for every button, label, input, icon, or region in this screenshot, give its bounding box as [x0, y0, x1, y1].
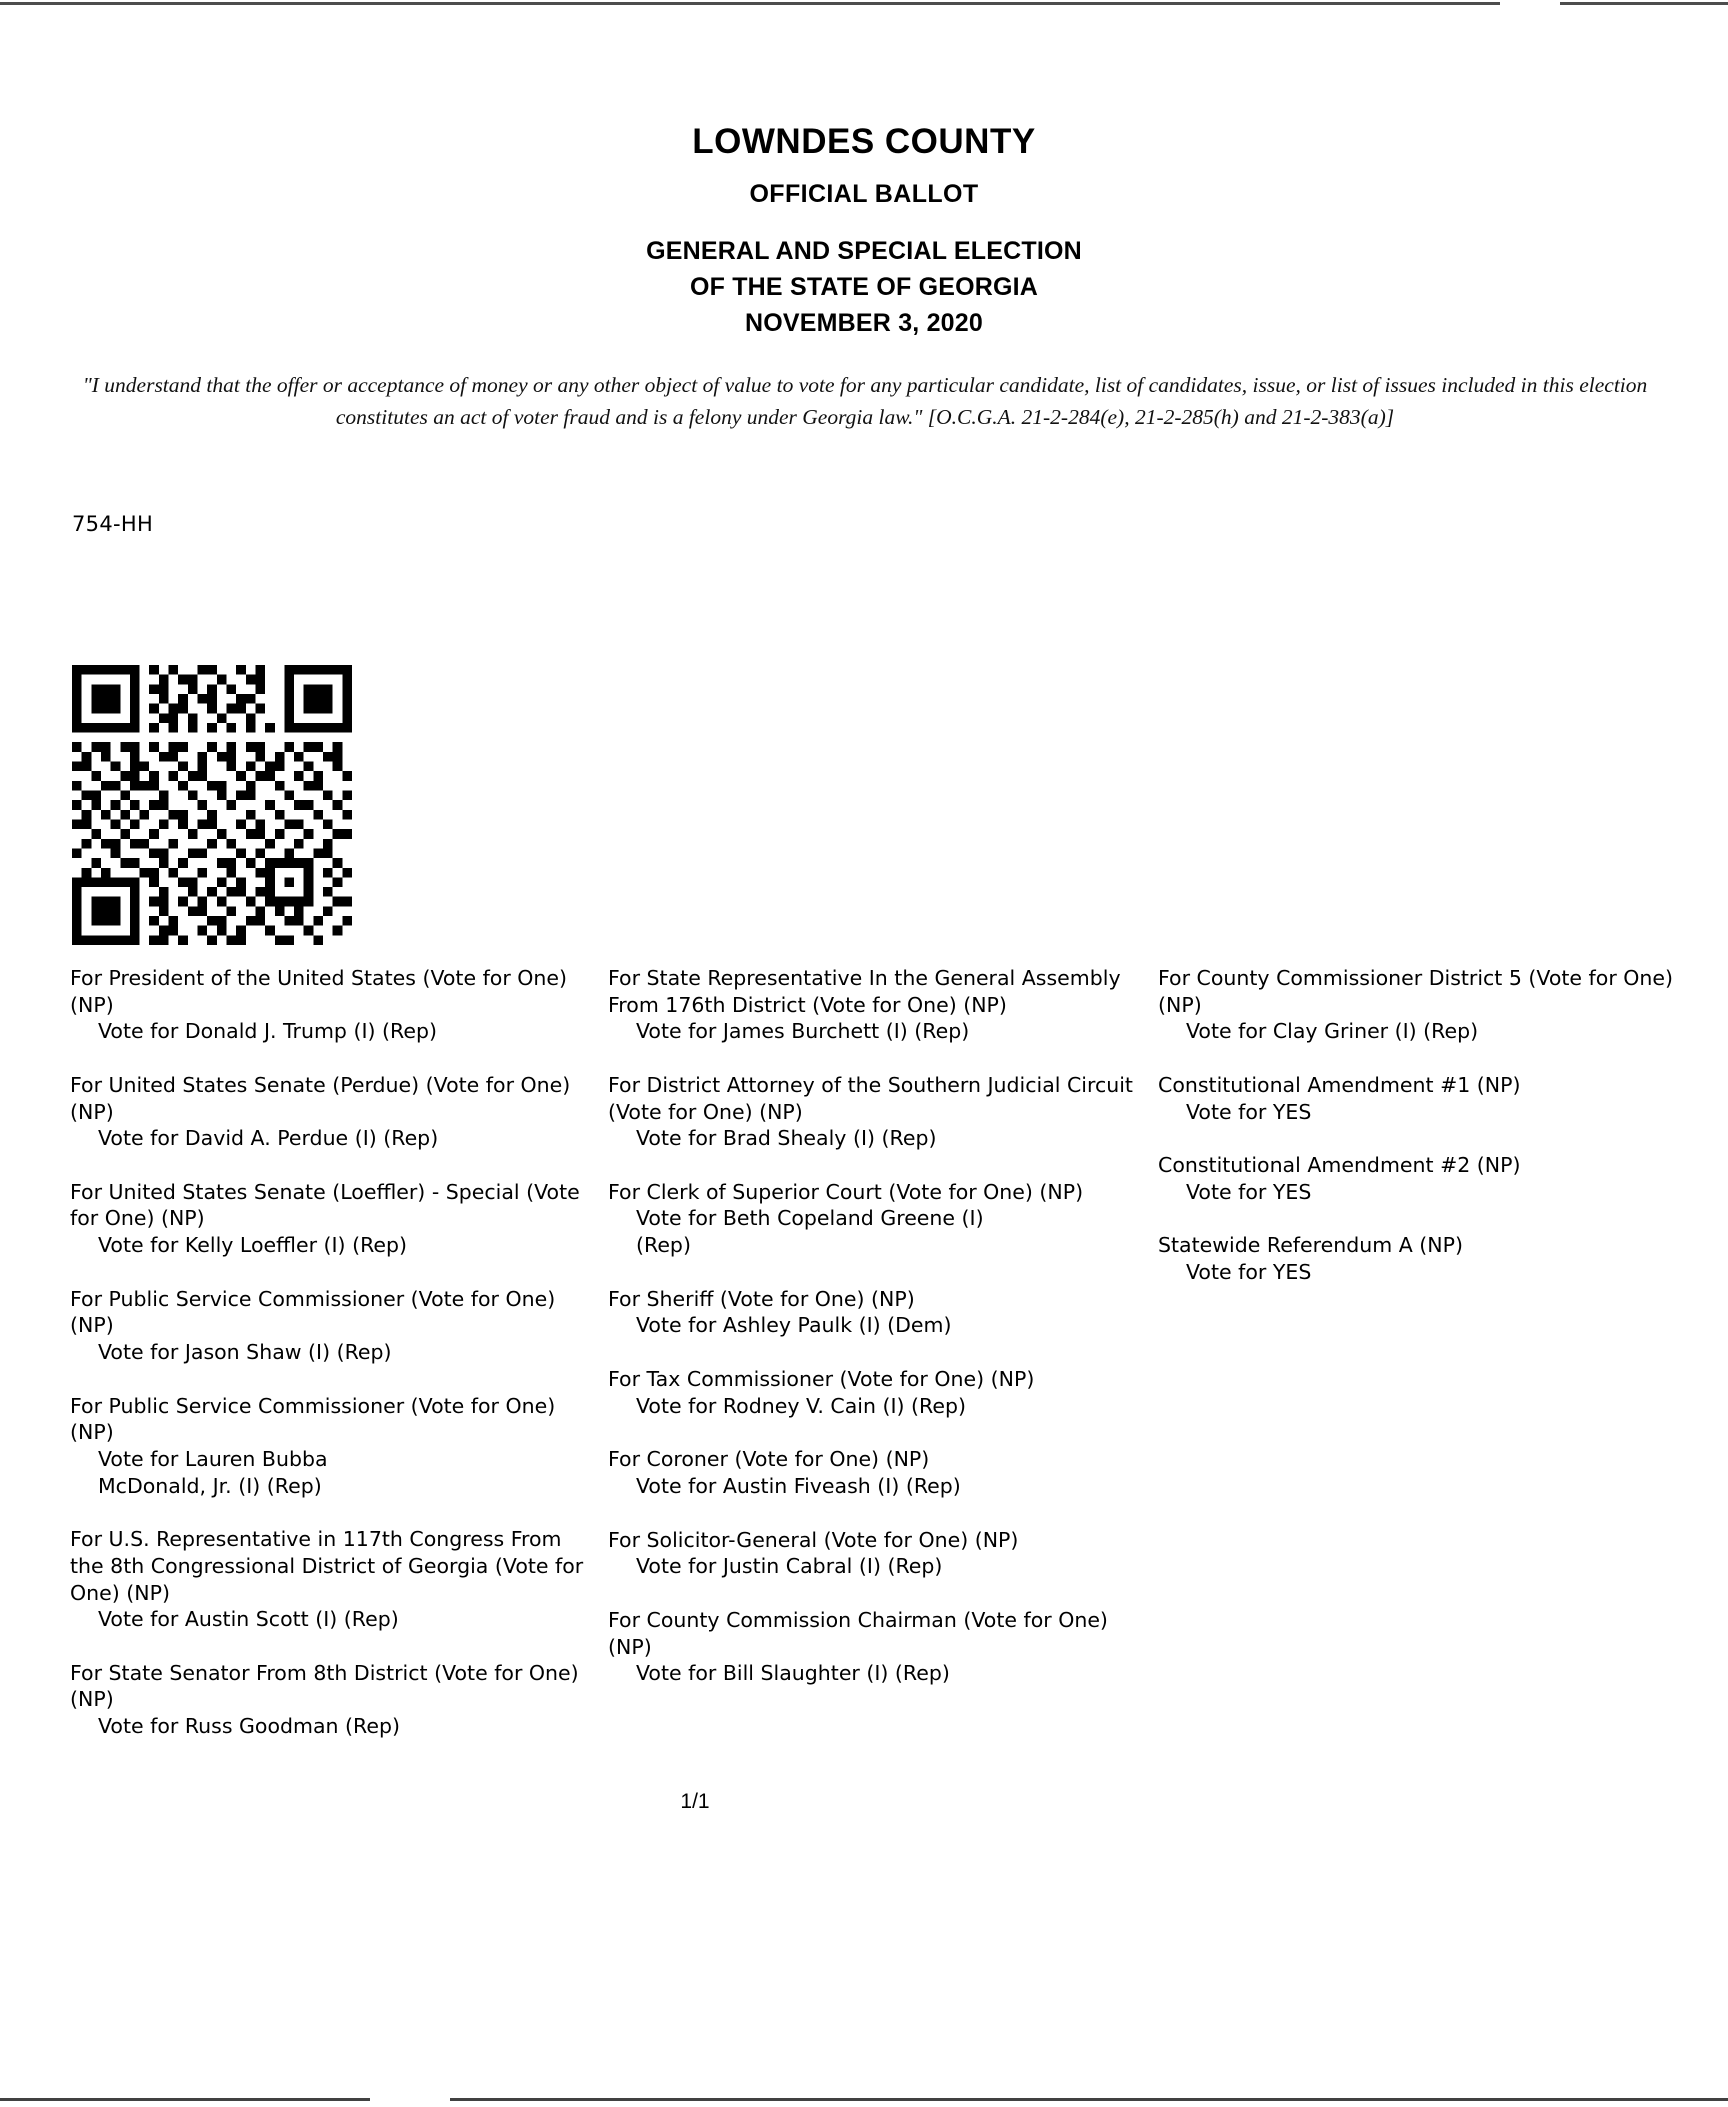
page-number: 1/1 — [680, 1790, 710, 1813]
contest-title: For Solicitor-General (Vote for One) (NP) — [608, 1527, 1019, 1552]
contest-block — [70, 1393, 600, 1500]
contest-block — [1158, 1072, 1688, 1125]
contest-columns — [0, 965, 1728, 1739]
contest-block — [608, 1446, 1153, 1499]
qr-code — [72, 665, 352, 945]
contest-block — [608, 1366, 1153, 1419]
contest-choice: Vote for Austin Fiveash (I) (Rep) — [636, 1473, 961, 1498]
contest-title: For County Commissioner District 5 (Vote for One) (NP) — [1158, 966, 1674, 1017]
contest-block — [70, 1286, 600, 1366]
contest-title: Statewide Referendum A (NP) — [1158, 1233, 1463, 1258]
contest-column-2 — [608, 965, 1153, 1714]
contest-title: For Coroner (Vote for One) (NP) — [608, 1447, 930, 1472]
contest-choice: Vote for Bill Slaughter (I) (Rep) — [636, 1661, 950, 1686]
contest-choice: Vote for David A. Perdue (I) (Rep) — [98, 1126, 439, 1151]
contest-block — [70, 1660, 600, 1740]
scan-artifact-bottom — [0, 2098, 1728, 2101]
contest-choice: Vote for YES — [1186, 1260, 1312, 1285]
contest-choice: Vote for Ashley Paulk (I) (Dem) — [636, 1313, 952, 1338]
contest-choice: Vote for Clay Griner (I) (Rep) — [1186, 1019, 1479, 1044]
election-date: NOVEMBER 3, 2020 — [744, 309, 983, 338]
ballot-header — [0, 120, 1728, 342]
contest-block — [608, 1072, 1153, 1152]
contest-choice: Vote for Austin Scott (I) (Rep) — [98, 1607, 399, 1632]
qr-code-graphic — [72, 665, 352, 945]
official-ballot-label: OFFICIAL BALLOT — [749, 179, 979, 208]
contest-title: For District Attorney of the Southern Judicial Circuit (Vote for One) (NP) — [608, 1072, 1133, 1124]
contest-choice: Vote for Lauren Bubba — [98, 1446, 328, 1471]
contest-title: For U.S. Representative in 117th Congress From the 8th Congressional District of Georgia (Vote for One) (NP) — [70, 1527, 584, 1605]
contest-block — [1158, 965, 1688, 1045]
contest-choice: Vote for Rodney V. Cain (I) (Rep) — [636, 1393, 966, 1418]
contest-choice: (Rep) — [636, 1233, 691, 1258]
election-title-line1: GENERAL AND SPECIAL ELECTION — [646, 236, 1082, 265]
contest-block — [1158, 1152, 1688, 1205]
contest-choice: Vote for YES — [1186, 1099, 1312, 1124]
contest-block — [70, 1072, 600, 1152]
contest-block — [608, 1607, 1153, 1687]
contest-block — [1158, 1232, 1688, 1285]
county-title: LOWNDES COUNTY — [692, 122, 1036, 161]
contest-choice: Vote for Brad Shealy (I) (Rep) — [636, 1126, 937, 1151]
contest-column-1 — [70, 965, 600, 1767]
scan-artifact-top — [0, 2, 1728, 5]
contest-block — [608, 965, 1153, 1045]
contest-choice: Vote for YES — [1186, 1179, 1312, 1204]
contest-choice: Vote for Russ Goodman (Rep) — [98, 1714, 401, 1739]
contest-title: For Clerk of Superior Court (Vote for One) (NP) — [608, 1179, 1084, 1204]
contest-choice: Vote for Donald J. Trump (I) (Rep) — [98, 1019, 437, 1044]
contest-choice: Vote for James Burchett (I) (Rep) — [636, 1019, 970, 1044]
contest-title: For County Commission Chairman (Vote for One) (NP) — [608, 1607, 1108, 1659]
contest-title: For State Senator From 8th District (Vote for One) (NP) — [70, 1660, 579, 1712]
contest-title: For Public Service Commissioner (Vote for One) (NP) — [70, 1286, 556, 1338]
contest-choice: Vote for Jason Shaw (I) (Rep) — [98, 1340, 392, 1365]
contest-block — [70, 1179, 600, 1259]
contest-block — [608, 1179, 1153, 1259]
contest-choice: McDonald, Jr. (I) (Rep) — [98, 1473, 322, 1498]
voter-fraud-oath-text: "I understand that the offer or acceptance of money or any other object of value to vote for any particular candidate, list of candidates, issue, or list of issues included in this election constitutes an act of voter fraud and is a felony under Georgia law." [O.C.G.A. 21-2-284(e), 21-2-285(h) and 21-2-383(a)] — [82, 373, 1648, 429]
contest-title: For Tax Commissioner (Vote for One) (NP) — [608, 1367, 1035, 1392]
contest-title: For United States Senate (Loeffler) - Special (Vote for One) (NP) — [70, 1179, 580, 1231]
contest-block — [608, 1286, 1153, 1339]
election-title-line2: OF THE STATE OF GEORGIA — [689, 273, 1039, 301]
election-title — [0, 233, 1728, 342]
contest-title: Constitutional Amendment #1 (NP) — [1158, 1072, 1521, 1097]
contest-choice: Vote for Kelly Loeffler (I) (Rep) — [98, 1233, 408, 1258]
contest-title: For Public Service Commissioner (Vote for One) (NP) — [70, 1393, 556, 1445]
contest-title: For United States Senate (Perdue) (Vote for One) (NP) — [70, 1072, 571, 1124]
scan-artifact-bottom-gap — [370, 2095, 450, 2105]
contest-title: For President of the United States (Vote for One) (NP) — [70, 966, 568, 1017]
contest-column-3 — [1158, 965, 1688, 1313]
contest-title: Constitutional Amendment #2 (NP) — [1158, 1153, 1521, 1178]
contest-block — [70, 965, 600, 1045]
contest-choice: Vote for Beth Copeland Greene (I) — [636, 1206, 984, 1231]
ballot-style-code: 754-HH — [72, 512, 154, 536]
contest-title: For State Representative In the General Assembly From 176th District (Vote for One) (NP) — [608, 966, 1121, 1017]
contest-block — [70, 1526, 600, 1633]
scan-artifact-top-gap — [1500, 0, 1560, 8]
contest-choice: Vote for Justin Cabral (I) (Rep) — [636, 1554, 943, 1579]
contest-block — [608, 1527, 1153, 1580]
contest-title: For Sheriff (Vote for One) (NP) — [608, 1286, 915, 1311]
